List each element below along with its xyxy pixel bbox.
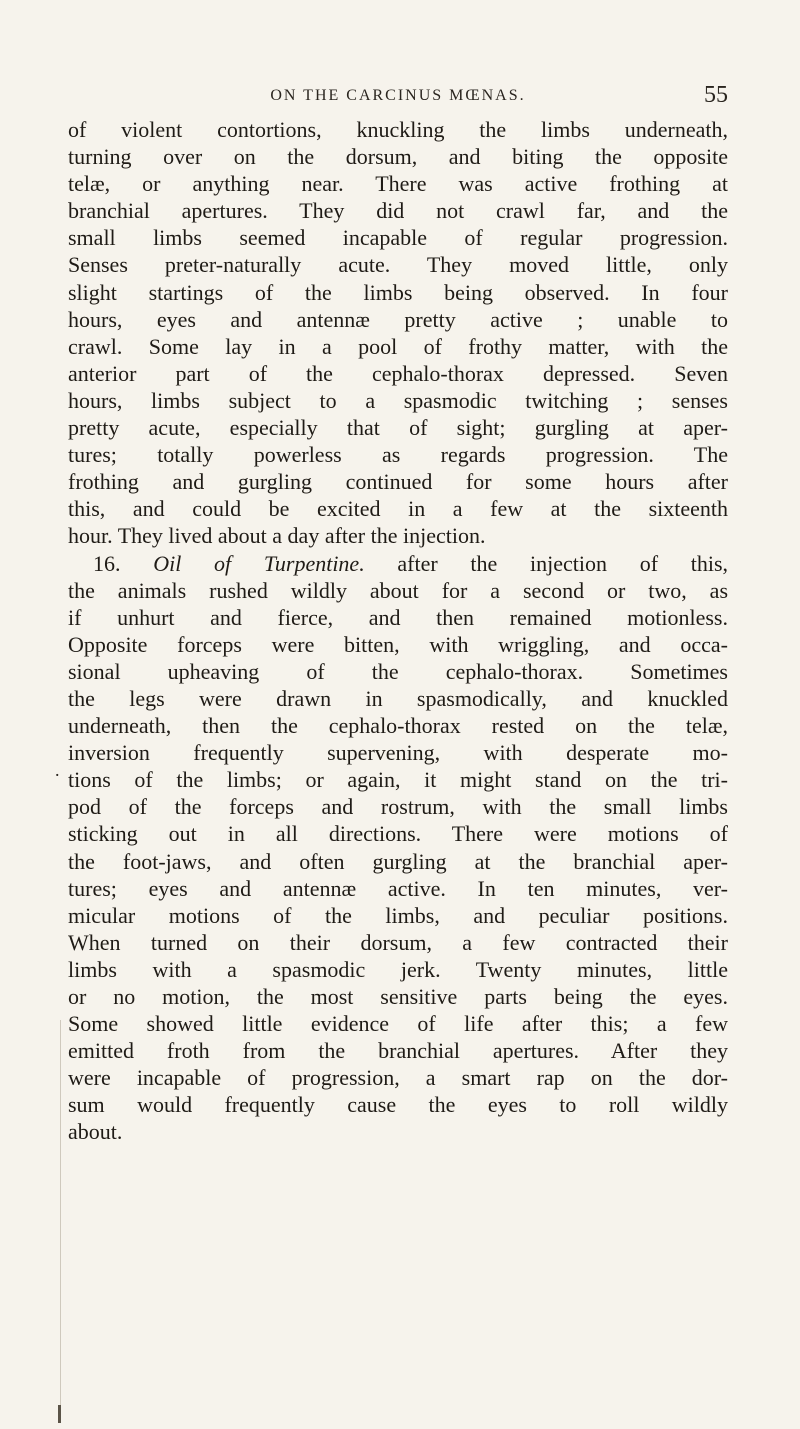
text-line: sional upheaving of the cephalo-thorax. Sometimes xyxy=(68,658,728,684)
text-line: small limbs seemed incapable of regular progression. xyxy=(68,225,728,251)
text-line: micular motions of the limbs, and peculiar positions. xyxy=(68,902,728,928)
text-line: the foot-jaws, and often gurgling at the branchial aper- xyxy=(68,848,728,874)
text-line: Senses preter-naturally acute. They moved little, only xyxy=(68,252,728,278)
text-line: or no motion, the most sensitive parts being the eyes. xyxy=(68,984,728,1009)
text-line: pretty acute, especially that of sight; gurgling at aper- xyxy=(68,415,728,441)
section-heading-line xyxy=(68,550,728,577)
text-line: pod of the forceps and rostrum, with the small limbs xyxy=(68,794,728,820)
text-line: of violent contortions, knuckling the limbs underneath, xyxy=(68,117,728,142)
text-line: telæ, or anything near. There was active frothing at xyxy=(68,171,728,197)
text-line: tures; eyes and antennæ active. In ten minutes, ver- xyxy=(68,875,728,901)
text-line: emitted froth from the branchial apertures. After they xyxy=(68,1038,728,1064)
text-line: after the injection of this, xyxy=(397,550,729,576)
text-line: were incapable of progression, a smart rap on the dor- xyxy=(68,1065,728,1091)
margin-mark: . xyxy=(55,760,60,780)
body-text xyxy=(68,116,728,1146)
text-line: hours, eyes and antennæ pretty active ; unable to xyxy=(68,306,728,332)
text-line: When turned on their dorsum, a few contracted their xyxy=(68,929,728,955)
text-line: hour. They lived about a day after the injection. xyxy=(68,523,486,549)
text-line: inversion frequently supervening, with desperate mo- xyxy=(68,740,728,766)
page-number: 55 xyxy=(704,82,728,108)
running-title: ON THE CARCINUS MŒNAS. xyxy=(270,87,526,104)
text-line: sticking out in all directions. There were motions of xyxy=(68,821,728,847)
section-number: 16. xyxy=(93,550,121,576)
text-line: turning over on the dorsum, and biting the opposite xyxy=(68,144,728,170)
text-line: about. xyxy=(68,1119,123,1145)
text-line: the animals rushed wildly about for a second or two, as xyxy=(68,577,728,603)
text-line: crawl. Some lay in a pool of frothy matter, with the xyxy=(68,333,728,359)
text-line: this, and could be excited in a few at the sixteenth xyxy=(68,496,728,522)
text-line: if unhurt and fierce, and then remained motionless. xyxy=(68,604,728,630)
text-line: tures; totally powerless as regards progression. The xyxy=(68,442,728,468)
text-line: limbs with a spasmodic jerk. Twenty minutes, little xyxy=(68,956,728,982)
text-line: Some showed little evidence of life after this; a few xyxy=(68,1011,728,1037)
text-line: the legs were drawn in spasmodically, and knuckled xyxy=(68,685,728,711)
text-line: sum would frequently cause the eyes to roll wildly xyxy=(68,1092,728,1118)
text-line: anterior part of the cephalo-thorax depressed. Seven xyxy=(68,360,728,386)
text-line: hours, limbs subject to a spasmodic twitching ; senses xyxy=(68,387,728,413)
text-line: branchial apertures. They did not crawl far, and the xyxy=(68,198,728,224)
gutter-mark xyxy=(58,1405,61,1423)
text-line: underneath, then the cephalo-thorax rested on the telæ, xyxy=(68,713,728,739)
gutter-shadow xyxy=(60,1020,61,1415)
text-line: Opposite forceps were bitten, with wriggling, and occa- xyxy=(68,631,728,657)
page-header xyxy=(68,82,728,117)
text-line: tions of the limbs; or again, it might stand on the tri- xyxy=(68,767,728,793)
section-title: Oil of Turpentine. xyxy=(153,550,365,576)
text-line: frothing and gurgling continued for some hours after xyxy=(68,469,728,495)
text-line: slight startings of the limbs being observed. In four xyxy=(68,279,728,305)
